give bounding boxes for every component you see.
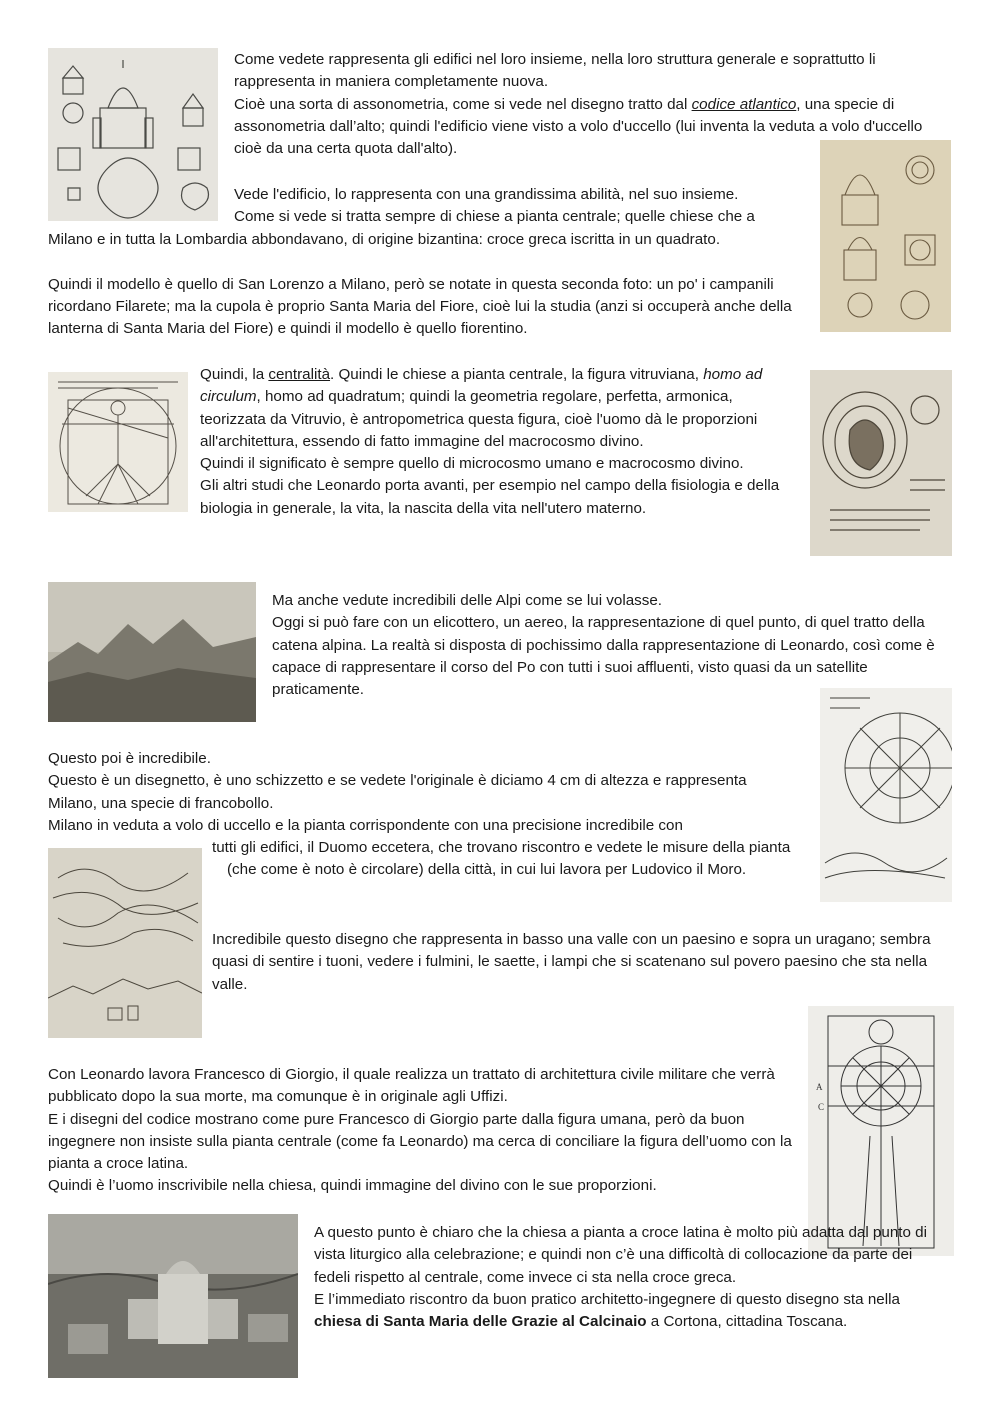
milan-map-drawing [820,688,952,902]
section-6 [314,1222,934,1333]
alps-view-drawing [48,582,256,722]
church-sketch-drawing [48,48,218,221]
paragraph: Gli altri studi che Leonardo porta avanti, per esempio nel campo della fisiologia e della biologia in generale, la vita, la nascita della vita nell'utero materno. [200,477,780,517]
storm-drawing-image [48,848,202,1038]
church-sketch-image-1 [48,48,218,221]
fetus-study-drawing [810,370,952,556]
paragraph: E i disegni del codice mostrano come pure Francesco di Giorgio parte dalla figura umana, però da buon ingegnere non insiste sulla pianta centrale (come fa Leonardo) ma cerca di conciliare la figura dell’uomo con la pianta a croce latina. [48,1110,792,1173]
section-1-intro [234,49,954,160]
church-sketch-drawing-2 [820,140,951,332]
proportion-figure-drawing [808,1006,954,1256]
section-3 [272,590,952,701]
section-4-body [212,837,812,882]
paragraph: Milano e in tutta la Lombardia abbondavano, di origine bizantina: croce greca iscritta in un quadrato. [48,231,721,248]
paragraph: Come vedete rappresenta gli edifici nel loro insieme, nella loro struttura generale e soprattutto li rappresenta in maniera completamente nuova. [234,51,876,91]
paragraph: Questo poi è incredibile. [48,750,211,767]
vitruvian-man-drawing [48,372,188,512]
paragraph: Ma anche vedute incredibili delle Alpi come se lui volasse. [272,592,663,609]
paragraph: Come si vede si tratta sempre di chiese a pianta centrale; quelle chiese che a [234,208,755,226]
vitruvian-man-image [48,372,188,512]
paragraph: Quindi, la centralità. Quindi le chiese a pianta centrale, la figura vitruviana, homo ad circulum, homo ad quadratum; quindi la geometria regolare, perfetta, armonica, teorizzata da Vitruvio, è antropometrica questa figura, cioè l'uomo dà le proporzioni all'architettura, essendo di fatto immagine del macrocosmo divino. [200,366,763,450]
paragraph: Con Leonardo lavora Francesco di Giorgio, il quale realizza un trattato di architettura civile militare che verrà pubblicato dopo la sua morte, ma comunque è in originale agli Uffizi. [48,1066,775,1106]
paragraph: Quindi è l’uomo inscrivibile nella chiesa, quindi immagine del divino con le sue proporzioni. [48,1177,657,1195]
section-2 [200,364,800,520]
paragraph: A questo punto è chiaro che la chiesa a pianta a croce latina è molto più adatta dal punto di vista liturgico alla celebrazione; e quindi non c’è una difficoltà di collocazione da parte dei fedeli rispetto al centrale, come invece ci sta nella croce greca. [314,1224,927,1286]
paragraph: Incredibile questo disegno che rappresenta in basso una valle con un paesino e sopra un uragano; sembra quasi di sentire i tuoni, vedere i fulmini, le saette, i lampi che si scatenano sul povero paesino che sta nella valle. [212,931,931,993]
section-5 [48,1064,798,1198]
cortona-church-photo [48,1214,298,1378]
alps-view-image [48,582,256,722]
paragraph: tutti gli edifici, il Duomo eccetera, che trovano riscontro e vedete le misure della pianta (che come è noto è circolare) della città, in cui lui lavora per Ludovico il Moro. [212,839,791,879]
cortona-church-drawing [48,1214,298,1378]
section-4-intro [48,748,798,837]
proportion-figure-image [808,1006,954,1256]
section-1-body [234,184,814,229]
paragraph: Quindi il modello è quello di San Lorenzo a Milano, però se notate in questa seconda foto: un po' i campanili ricordano Filarete; ma la cupola è proprio Santa Maria del Fiore, cioè lui la studia (anzi si occuperà anche della lanterna di Santa Maria del Fiore) e quindi il modello è quello fiorentino. [48,275,792,338]
figure-label-c: C [818,1102,825,1112]
paragraph: Milano in veduta a volo di uccello e la pianta corrispondente con una precisione incredibile con [48,816,683,834]
milan-map-image [820,688,952,902]
paragraph: Cioè una sorta di assonometria, come si vede nel disegno tratto dal codice atlantico, una specie di assonometria dall’alto; quindi l'edificio viene visto a volo d'uccello (lui inventa la veduta a volo d'uccello cioè da una certa quota dall'alto). [234,95,923,158]
figure-label-a: A [816,1082,823,1092]
paragraph: Questo è un disegnetto, è uno schizzetto e se vedete l'originale è diciamo 4 cm di altezza e rappresenta Milano, una specie di francobollo. [48,772,747,812]
church-name: chiesa di Santa Maria delle Grazie al Calcinaio [314,1313,647,1331]
section-1-continuation [48,229,818,340]
storm-drawing [48,848,202,1038]
paragraph: Quindi il significato è sempre quello di microcosmo umano e macrocosmo divino. [200,455,744,473]
centralita-term: centralità [268,366,331,383]
paragraph: Vede l'edificio, lo rappresenta con una grandissima abilità, nel suo insieme. [234,186,739,203]
section-4-storm [212,929,957,996]
paragraph: E l’immediato riscontro da buon pratico architetto-ingegnere di questo disegno sta nella chiesa di Santa Maria delle Grazie al Calcinaio a Cortona, cittadina Toscana. [314,1290,900,1331]
paragraph: Oggi si può fare con un elicottero, un aereo, la rappresentazione di quel punto, di quel tratto della catena alpina. La realtà si disposta di pochissimo dalla rappresentazione di Leonardo, così come è capace di rappresentare il corso del Po con tutti i suoi affluenti, visto quasi da un satellite praticamente. [272,614,935,699]
codice-atlantico-link: codice atlantico [691,95,797,113]
church-sketch-image-2 [820,140,951,332]
fetus-study-image [810,370,952,556]
